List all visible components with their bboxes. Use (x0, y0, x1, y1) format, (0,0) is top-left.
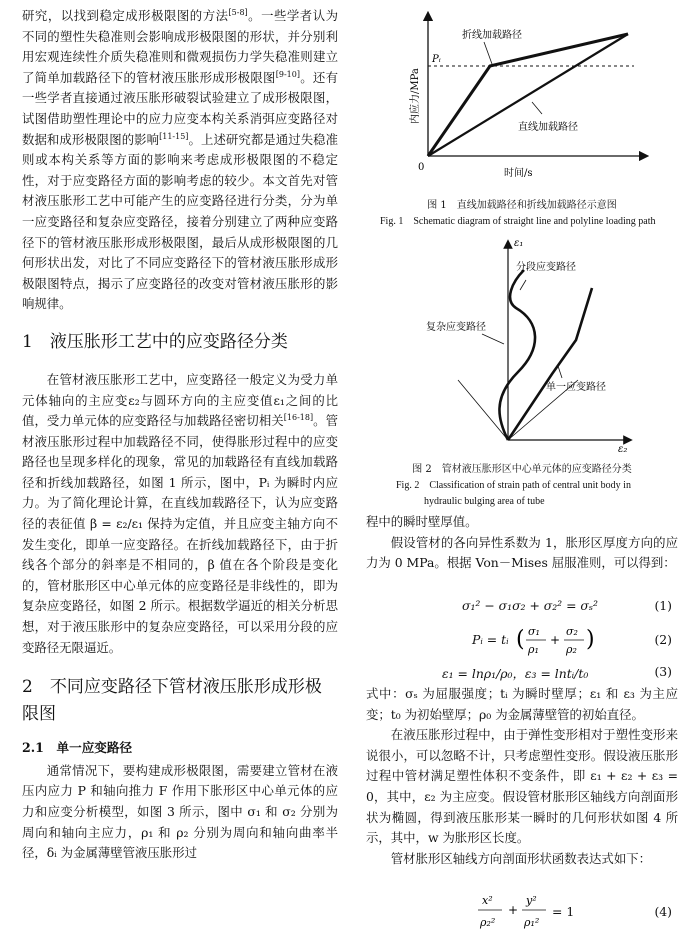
equation-1: σ₁² − σ₁σ₂ + σ₂² = σₛ² (1) (462, 598, 672, 613)
von-mises-paragraph: 假设管材的各向异性系数为 1，胀形区厚度方向的应力为 0 MPa。根据 Von－Mises 屈服准则，可以得到： (366, 534, 678, 571)
left-column (22, 6, 338, 864)
figure-1-caption-en: Fig. 1 Schematic diagram of straight line and polyline loading path (380, 216, 656, 227)
subsection-2-1-paragraph: 通常情况下，要构建成形极限图，需要建立管材在液压内应力 P 和轴向推力 F 作用下胀形区中心单元体的应力和应变分析模型，如图 3 所示，图中 σ₁ 和 σ₂ 分别为周向和轴向主应力，ρ₁ 和 ρ₂ 分别为周向和轴向曲率半径，δᵢ 为金属薄壁管液压胀形过 (22, 762, 338, 861)
figure-2-caption-cn: 图 2 管材液压胀形区中心单元体的应变路径分类 (412, 464, 632, 475)
figure-2-complex-path (499, 270, 535, 440)
figure-2-plot (366, 230, 678, 452)
svg-text:ρ₂²: ρ₂² (480, 916, 496, 929)
figure-1-ylabel: 内应力/MPa (410, 68, 421, 124)
subsection-2-1-heading: 2.1 单一应变路径 (22, 740, 133, 756)
right-column-lower (366, 684, 678, 869)
figure-1-xlabel: 时间/s (504, 168, 533, 179)
section-2-heading: 2 不同应变路径下管材液压胀形成形极限图 (22, 677, 322, 725)
svg-text:σ₁: σ₁ (528, 625, 540, 638)
svg-text:+: + (508, 903, 519, 917)
figure-2-x-axis-label: ε₂ (618, 444, 628, 452)
figure-1 (366, 6, 678, 226)
equation-3: ε₁ = lnρ₁/ρ₀，ε₃ = lntᵢ/t₀ (3) (442, 664, 672, 681)
figure-1-label-leader-1 (484, 42, 492, 64)
svg-text:): ) (586, 627, 595, 652)
figure-2-segmented-label: 分段应变路径 (516, 262, 576, 273)
figure-2-caption-en-2: hydraulic bulging area of tube (424, 496, 545, 507)
svg-text:σ₂: σ₂ (566, 625, 578, 638)
profile-function-paragraph: 管材胀形区轴线方向剖面形状函数表达式如下： (390, 850, 651, 866)
figure-2-leader-single (558, 366, 562, 378)
figure-1-origin: 0 (418, 162, 425, 173)
svg-text:ρ₁²: ρ₁² (524, 916, 540, 929)
figure-1-pi-label: Pᵢ (432, 54, 441, 65)
figure-1-caption-cn: 图 1 直线加载路径和折线加载路径示意图 (427, 200, 617, 211)
volume-constancy-paragraph: 在液压胀形过程中，由于弹性变形相对于塑性变形来说很小，可以忽略不计，只考虑塑性变形。假设液压胀形过程中管材满足塑性体积不变条件，即 ε₁ + ε₂ + ε₃ = 0，其中，ε₂ 为主应变。假设管材胀形区轴线方向剖面形状为椭圆，得到液压胀形某一瞬时的几何形状如图 4 所示，其中，w 为胀形区长度。 (366, 727, 678, 846)
figure-2-y-axis-label: ε₁ (514, 238, 524, 249)
equation-2: Pᵢ = tᵢ ( σ₁ ρ₁ + σ₂ ρ₂ ) (2) (472, 625, 672, 656)
right-continuation: 程中的瞬时壁厚值。 (366, 514, 478, 529)
equation-4: x² ρ₂² + y² ρ₁² = 1 (4) (480, 894, 672, 929)
figure-1-plot (366, 6, 678, 186)
figure-2-complex-label: 复杂应变路径 (426, 322, 486, 333)
figure-2 (366, 230, 678, 506)
section-1-heading: 1 液压胀形工艺中的应变路径分类 (22, 331, 288, 352)
figure-2-caption-en-1: Fig. 2 Classification of strain path of central unit body in (396, 480, 631, 491)
figure-2-leader-complex (482, 334, 504, 344)
figure-1-straight-label: 直线加载路径 (518, 122, 578, 133)
figure-1-polyline-label: 折线加载路径 (462, 30, 522, 41)
figure-2-single-label: 单一应变路径 (546, 382, 606, 393)
figure-2-leader-segmented (520, 280, 526, 290)
svg-text:(: ( (516, 627, 525, 652)
symbol-definitions: 式中：σₛ 为屈服强度；tᵢ 为瞬时壁厚；ε₁ 和 ε₃ 为主应变；t₀ 为初始壁厚；ρ₀ 为金属薄壁管的初始直径。 (366, 686, 678, 722)
svg-text:x²: x² (482, 894, 493, 907)
figure-1-straight-path (428, 34, 628, 156)
svg-text:ρ₁: ρ₁ (528, 643, 539, 656)
right-column-upper (366, 512, 678, 574)
svg-text:ρ₂: ρ₂ (566, 643, 577, 656)
svg-text:y²: y² (526, 894, 537, 907)
section-1-paragraph: 在管材液压胀形工艺中，应变路径一般定义为受力单元体轴向的主应变ε₂与圆环方向的主应变值ε₁之间的比值，受力单元体的应变路径与加载路径密切相关[16-18]。管材液压胀形过程中加载路径不同，使得胀形过程中的应变路径也呈现多样化的现象，常见的加载路径有直线加载路径和折线加载路径，如图 1 所示，图中，Pᵢ 为瞬时内应力。为了简化理论计算，在直线加载路径下，认为应变路径的表征值 β = ε₂/ε₁ 保持为定值，并且应变主轴方向不发生变化，即单一应变路径。在折线加载路径下，由于折线各个部分的斜率是不相同的，β 值在各个阶段是变化的，管材胀形区中心单元体的应变路径是非线性的，即为复杂应变路径，如图 2 所示。根据数学逼近的相关分析思想，对于液压胀形中的复杂应变路径，可以采用分段的应变路径无限逼近。 (22, 371, 339, 655)
svg-text:+: + (550, 633, 561, 647)
intro-paragraph: 研究，以找到稳定成形极限图的方法[5-8]。一些学者认为不同的塑性失稳准则会影响成形极限图的形状，并分别利用宏观连续性介质失稳准则和微观损伤力学失稳准则建立了简单加载路径下的管材液压胀形成形极限图[9-10]。还有一些学者直接通过液压胀形破裂试验建立了成形极限图，试图借助塑性理论中的应力应变本构关系消弭应变路径对数据和成形极限图的影响[11-15]。上述研究都是通过失稳准则或本构关系等方面的影响来考虑成形极限图的不稳定性，对于应变路径方面的影响考虑的较少。本文首先对管材液压胀形工艺中可能产生的应变路径进行分类，分为单一应变路径和复杂应变路径，接着分别建立了两种应变路径下的管材液压胀形成形极限图，最后从成形极限图的几何形状出发，对比了不同应变路径下的管材液压胀形成形极限图特点，揭示了应变路径的改变对管材液压胀形的影响规律。 (22, 8, 339, 312)
figure-1-label-leader-2 (532, 102, 542, 114)
